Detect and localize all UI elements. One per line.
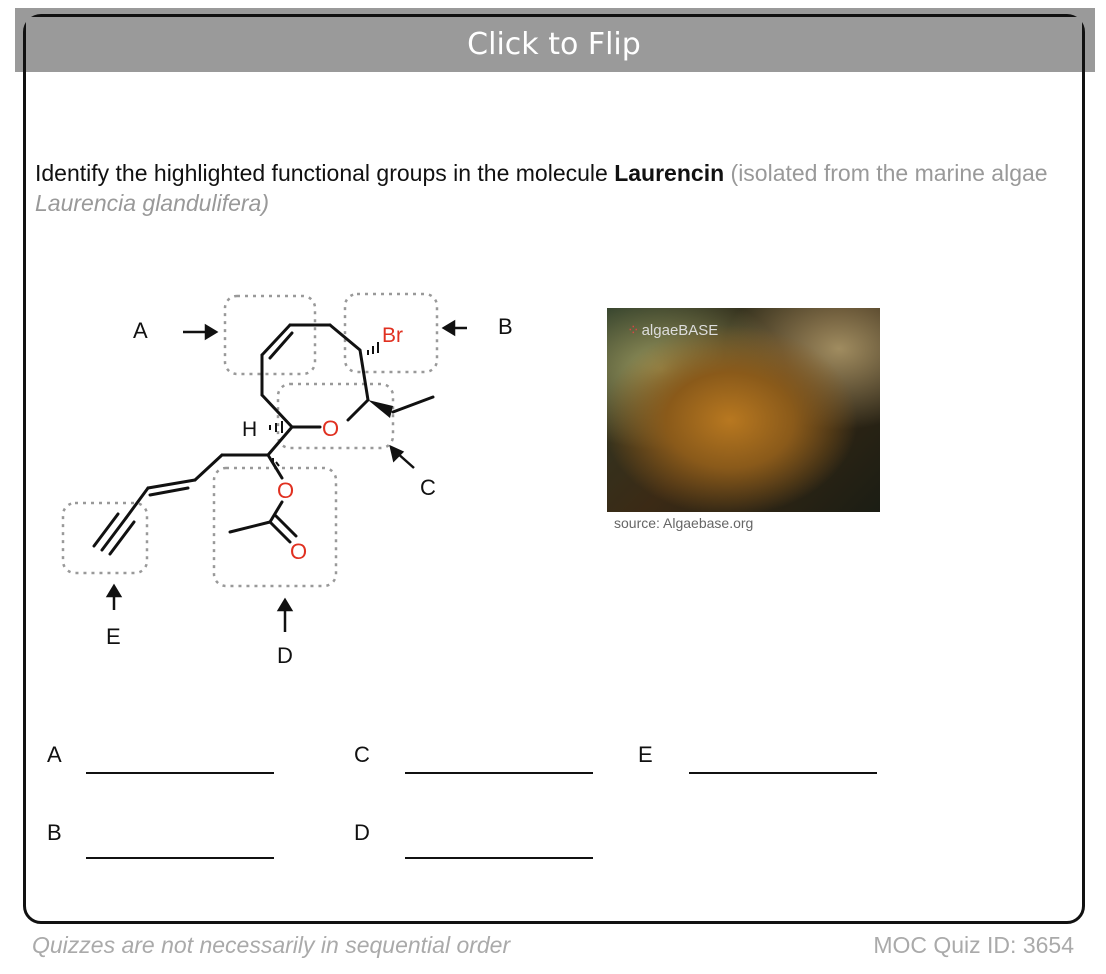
ring-oxygen-atom: O [322, 416, 340, 441]
species-name: Laurencia glandulifera) [35, 190, 269, 216]
question-text [35, 158, 1055, 218]
answer-label-b: B [47, 820, 62, 845]
answer-label-a: A [47, 742, 62, 767]
algaebase-logo: ⁘ algaeBASE [627, 322, 719, 339]
carbonyl-oxygen-atom: O [290, 539, 308, 564]
highlight-box-a [225, 296, 315, 374]
highlight-box-e [63, 503, 147, 573]
question-source: (isolated from the marine algae [724, 160, 1048, 186]
answer-label-c: C [354, 742, 370, 767]
photo-caption: source: Algaebase.org [614, 515, 754, 531]
flip-card-label: Click to Flip [467, 27, 641, 62]
laurencin-structure [30, 270, 513, 680]
molecule-name: Laurencin [614, 160, 725, 186]
answer-label-d: D [354, 820, 370, 845]
answer-blank-c[interactable] [405, 772, 593, 774]
label-b: B [498, 314, 513, 339]
ester-oxygen-atom: O [277, 478, 295, 503]
label-d: D [277, 643, 293, 668]
answer-label-e: E [638, 742, 653, 767]
label-a: A [133, 318, 148, 343]
bromine-atom: Br [382, 324, 403, 347]
answer-blank-d[interactable] [405, 857, 593, 859]
algae-photo [607, 308, 880, 512]
answer-blank-b[interactable] [86, 857, 274, 859]
hydrogen-atom: H [242, 418, 258, 441]
answer-blank-a[interactable] [86, 772, 274, 774]
question-prefix: Identify the highlighted functional groups in the molecule [35, 160, 615, 186]
wedge-bond-ethyl [368, 400, 393, 418]
label-e: E [106, 624, 121, 649]
label-c: C [420, 475, 436, 500]
flip-card-button[interactable] [26, 17, 1082, 72]
quiz-id: MOC Quiz ID: 3654 [873, 932, 1074, 958]
answer-blank-e[interactable] [689, 772, 877, 774]
quiz-order-note: Quizzes are not necessarily in sequential order [32, 932, 511, 958]
